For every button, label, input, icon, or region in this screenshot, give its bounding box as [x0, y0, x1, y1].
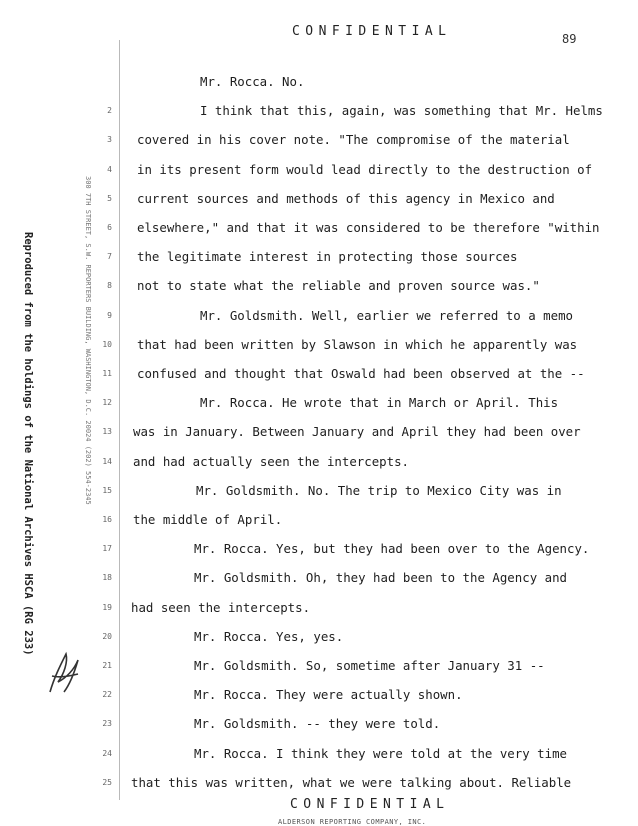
line-number: 22: [102, 690, 112, 699]
line-number: 25: [102, 778, 112, 787]
transcript-line: Mr. Rocca. I think they were told at the very time: [194, 746, 567, 761]
line-number: 23: [102, 719, 112, 728]
transcript-line: in its present form would lead directly to the destruction of: [137, 162, 593, 177]
line-number: 15: [102, 486, 112, 495]
transcript-line: Mr. Rocca. Yes, yes.: [194, 629, 344, 644]
page-number: 89: [562, 32, 577, 46]
transcript-line: Mr. Rocca. No.: [200, 74, 305, 89]
line-number: 12: [102, 398, 112, 407]
transcript-line: Mr. Goldsmith. Oh, they had been to the Agency and: [194, 570, 567, 585]
line-number: 13: [102, 427, 112, 436]
transcript-line: Mr. Goldsmith. -- they were told.: [194, 716, 441, 731]
transcript-line: current sources and methods of this agency in Mexico and: [137, 191, 555, 206]
transcript-line: Mr. Goldsmith. Well, earlier we referred to a memo: [200, 308, 573, 323]
reporter-address-stamp: 300 7TH STREET, S.W. REPORTERS BUILDING, WASHINGTON, D.C. 20024 (202) 554-2345: [84, 176, 92, 505]
transcript-line: the middle of April.: [133, 512, 283, 527]
transcript-line: I think that this, again, was something that Mr. Helms: [200, 103, 603, 118]
transcript-line: Mr. Rocca. He wrote that in March or April. This: [200, 395, 559, 410]
transcript-line: Mr. Goldsmith. So, sometime after January 31 --: [194, 658, 545, 673]
transcript-line: that had been written by Slawson in which he apparently was: [137, 337, 578, 352]
margin-rule: [119, 40, 120, 800]
transcript-line: and had actually seen the intercepts.: [133, 454, 410, 469]
confidential-footer: CONFIDENTIAL: [290, 797, 450, 812]
transcript-line: covered in his cover note. "The compromise of the material: [137, 132, 570, 147]
transcript-line: Mr. Rocca. They were actually shown.: [194, 687, 463, 702]
line-number: 20: [102, 632, 112, 641]
transcript-line: Mr. Rocca. Yes, but they had been over to the Agency.: [194, 541, 590, 556]
line-number: 8: [107, 281, 112, 290]
transcript-line: had seen the intercepts.: [131, 600, 311, 615]
line-number: 3: [107, 135, 112, 144]
line-number: 17: [102, 544, 112, 553]
handwritten-initials-signature: [44, 648, 84, 698]
confidential-header: CONFIDENTIAL: [292, 24, 452, 39]
line-number: 4: [107, 165, 112, 174]
transcript-line: that this was written, what we were talking about. Reliable: [131, 775, 572, 790]
transcript-line: the legitimate interest in protecting those sources: [137, 249, 518, 264]
line-number: 24: [102, 749, 112, 758]
line-number: 21: [102, 661, 112, 670]
line-number: 11: [102, 369, 112, 378]
transcript-line: was in January. Between January and April they had been over: [133, 424, 581, 439]
line-number: 14: [102, 457, 112, 466]
transcript-line: confused and thought that Oswald had been observed at the --: [137, 366, 585, 381]
line-number: 5: [107, 194, 112, 203]
transcript-line: elsewhere," and that it was considered to be therefore "within: [137, 220, 600, 235]
line-number: 9: [107, 311, 112, 320]
transcript-line: not to state what the reliable and proven source was.": [137, 278, 540, 293]
archive-provenance-note: Reproduced from the holdings of the National Archives HSCA (RG 233): [22, 232, 34, 656]
line-number: 6: [107, 223, 112, 232]
reporting-company: ALDERSON REPORTING COMPANY, INC.: [278, 818, 427, 826]
line-number: 18: [102, 573, 112, 582]
line-number: 2: [107, 106, 112, 115]
line-number: 16: [102, 515, 112, 524]
line-number: 10: [102, 340, 112, 349]
transcript-line: Mr. Goldsmith. No. The trip to Mexico City was in: [196, 483, 562, 498]
line-number: 19: [102, 603, 112, 612]
line-number: 7: [107, 252, 112, 261]
